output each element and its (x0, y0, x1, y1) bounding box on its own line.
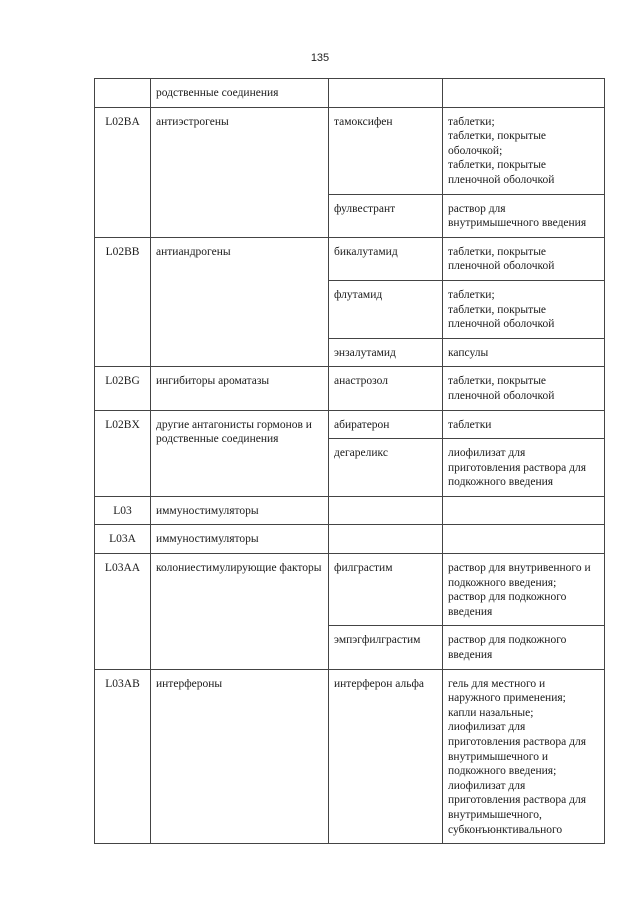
atc-code-cell: L02BB (95, 237, 151, 367)
table-row (95, 525, 605, 554)
drug-cell: флутамид (329, 280, 443, 338)
table-row (95, 237, 605, 280)
form-cell: раствор для подкожного введения (443, 626, 605, 669)
atc-code-cell: L02BA (95, 107, 151, 237)
form-cell: таблетки; таблетки, покрытые оболочкой; таблетки, покрытые пленочной оболочкой (443, 107, 605, 194)
group-cell: иммуностимуляторы (151, 496, 329, 525)
form-cell: таблетки; таблетки, покрытые пленочной оболочкой (443, 280, 605, 338)
atc-code-cell: L03A (95, 525, 151, 554)
page-number: 135 (310, 52, 330, 64)
form-cell: таблетки (443, 410, 605, 439)
drug-cell: фулвестрант (329, 194, 443, 237)
drug-cell (329, 496, 443, 525)
group-cell: родственные соединения (151, 79, 329, 108)
drug-cell: эмпэгфилграстим (329, 626, 443, 669)
drug-cell: интерферон альфа (329, 669, 443, 844)
table-row (95, 554, 605, 626)
form-cell: таблетки, покрытые пленочной оболочкой (443, 237, 605, 280)
table-row (95, 669, 605, 844)
form-cell (443, 496, 605, 525)
form-cell: лиофилизат для приготовления раствора для подкожного введения (443, 439, 605, 497)
form-cell (443, 525, 605, 554)
drug-cell: дегареликс (329, 439, 443, 497)
group-cell: колониестимулирующие факторы (151, 554, 329, 670)
group-cell: иммуностимуляторы (151, 525, 329, 554)
atc-code-cell (95, 79, 151, 108)
drug-cell: анастрозол (329, 367, 443, 410)
form-cell (443, 79, 605, 108)
table-row (95, 496, 605, 525)
drug-cell (329, 525, 443, 554)
drug-cell: филграстим (329, 554, 443, 626)
table-row (95, 410, 605, 439)
drug-table (94, 78, 605, 844)
atc-code-cell: L02BX (95, 410, 151, 496)
group-cell: антиэстрогены (151, 107, 329, 237)
drug-cell: тамоксифен (329, 107, 443, 194)
drug-cell: энзалутамид (329, 338, 443, 367)
form-cell: раствор для внутривенного и подкожного введения; раствор для подкожного введения (443, 554, 605, 626)
drug-cell (329, 79, 443, 108)
form-cell: таблетки, покрытые пленочной оболочкой (443, 367, 605, 410)
drug-cell: абиратерон (329, 410, 443, 439)
atc-code-cell: L03AA (95, 554, 151, 670)
form-cell: капсулы (443, 338, 605, 367)
drug-cell: бикалутамид (329, 237, 443, 280)
table-row (95, 79, 605, 108)
form-cell: раствор для внутримышечного введения (443, 194, 605, 237)
atc-code-cell: L02BG (95, 367, 151, 410)
group-cell: другие антагонисты гормонов и родственные соединения (151, 410, 329, 496)
group-cell: антиандрогены (151, 237, 329, 367)
form-cell: гель для местного и наружного применения; капли назальные; лиофилизат для приготовления раствора для внутримышечного и подкожного введения; лиофилизат для приготовления раствора для внутримышечного, субконъюнктивального (443, 669, 605, 844)
table-row (95, 107, 605, 194)
group-cell: интерфероны (151, 669, 329, 844)
group-cell: ингибиторы ароматазы (151, 367, 329, 410)
atc-code-cell: L03AB (95, 669, 151, 844)
table-row (95, 367, 605, 410)
atc-code-cell: L03 (95, 496, 151, 525)
